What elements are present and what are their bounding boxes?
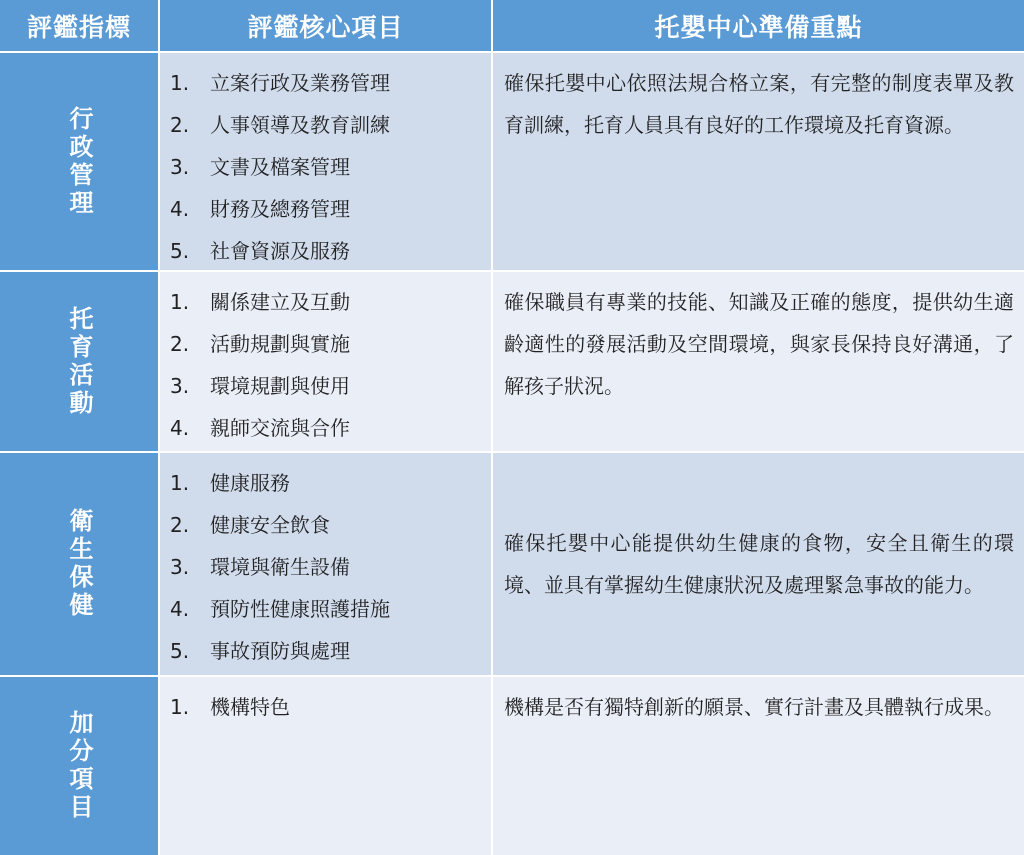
list-item — [170, 62, 491, 104]
item-number: 2. — [170, 513, 190, 537]
item-text: 活動規劃與實施 — [210, 332, 350, 356]
core-items-list — [160, 677, 491, 728]
item-number: 1. — [170, 71, 190, 95]
item-text: 關係建立及互動 — [210, 290, 350, 314]
core-items-cell — [160, 677, 491, 855]
header-core-items: 評鑑核心項目 — [160, 0, 491, 51]
item-number: 5. — [170, 639, 190, 663]
item-text: 環境規劃與使用 — [210, 374, 350, 398]
item-number: 4. — [170, 416, 190, 440]
core-items-list — [160, 53, 491, 272]
category-cell — [0, 453, 158, 675]
category-label: 行政管理 — [65, 105, 93, 218]
item-text: 親師交流與合作 — [210, 416, 350, 440]
focus-cell: 確保托嬰中心依照法規合格立案，有完整的制度表單及教育訓練，托育人員具有良好的工作環境及托育資源。 — [493, 53, 1024, 270]
core-items-cell — [160, 453, 491, 675]
list-item — [170, 146, 491, 188]
category-label: 托育活動 — [65, 305, 93, 418]
item-text: 機構特色 — [210, 695, 290, 719]
list-item — [170, 630, 491, 672]
item-number: 2. — [170, 113, 190, 137]
list-item — [170, 504, 491, 546]
header-indicator: 評鑑指標 — [0, 0, 158, 51]
item-text: 預防性健康照護措施 — [210, 597, 390, 621]
item-number: 5. — [170, 239, 190, 263]
list-item — [170, 323, 491, 365]
core-items-cell — [160, 53, 491, 270]
focus-text: 確保托嬰中心能提供幼生健康的食物，安全且衛生的環境、並具有掌握幼生健康狀況及處理緊急事故的能力。 — [504, 531, 1014, 597]
item-text: 事故預防與處理 — [210, 639, 350, 663]
item-number: 3. — [170, 374, 190, 398]
item-text: 人事領導及教育訓練 — [210, 113, 390, 137]
focus-cell: 確保職員有專業的技能、知識及正確的態度，提供幼生適齡適性的發展活動及空間環境，與家長保持良好溝通，了解孩子狀況。 — [493, 272, 1024, 451]
header-focus: 托嬰中心準備重點 — [493, 0, 1024, 51]
list-item — [170, 588, 491, 630]
item-text: 環境與衛生設備 — [210, 555, 350, 579]
focus-cell: 機構是否有獨特創新的願景、實行計畫及具體執行成果。 — [493, 677, 1024, 855]
core-items-cell — [160, 272, 491, 451]
category-label: 加分項目 — [65, 710, 93, 822]
core-items-list — [160, 453, 491, 672]
list-item — [170, 230, 491, 272]
item-text: 財務及總務管理 — [210, 197, 350, 221]
list-item — [170, 546, 491, 588]
category-label: 衛生保健 — [65, 508, 93, 620]
item-number: 1. — [170, 290, 190, 314]
item-text: 健康服務 — [210, 471, 290, 495]
list-item — [170, 281, 491, 323]
item-number: 3. — [170, 555, 190, 579]
item-number: 1. — [170, 695, 190, 719]
core-items-list — [160, 272, 491, 449]
category-cell — [0, 272, 158, 451]
focus-cell — [493, 453, 1024, 675]
item-text: 立案行政及業務管理 — [210, 71, 390, 95]
item-text: 健康安全飲食 — [210, 513, 330, 537]
list-item — [170, 188, 491, 230]
item-number: 1. — [170, 471, 190, 495]
list-item — [170, 365, 491, 407]
item-number: 4. — [170, 197, 190, 221]
list-item — [170, 407, 491, 449]
list-item — [170, 462, 491, 504]
item-number: 4. — [170, 597, 190, 621]
category-cell — [0, 53, 158, 270]
list-item — [170, 104, 491, 146]
category-cell — [0, 677, 158, 855]
item-text: 社會資源及服務 — [210, 239, 350, 263]
list-item — [170, 686, 491, 728]
item-number: 3. — [170, 155, 190, 179]
item-text: 文書及檔案管理 — [210, 155, 350, 179]
item-number: 2. — [170, 332, 190, 356]
